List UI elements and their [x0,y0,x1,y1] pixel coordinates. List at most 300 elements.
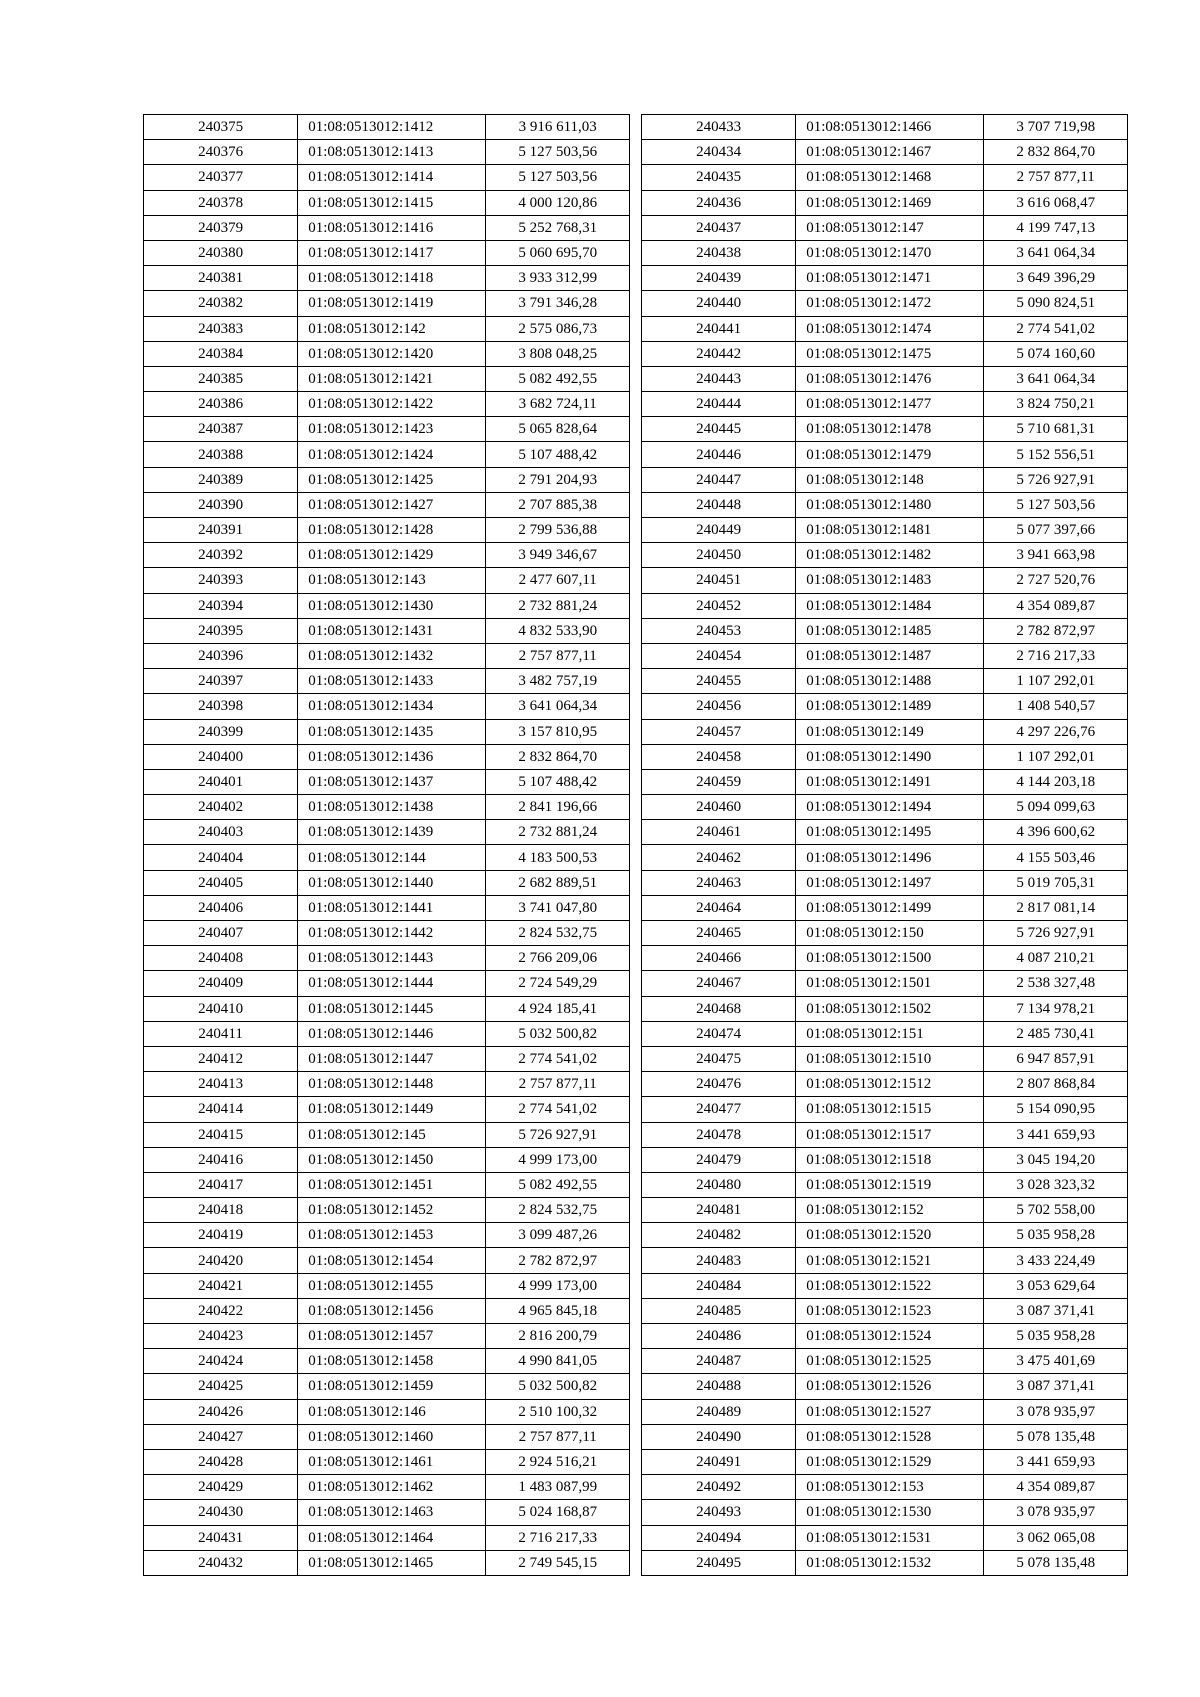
table-row [144,870,630,895]
row-number-cell: 240431 [144,1525,298,1550]
cadastral-value-cell: 4 354 089,87 [984,593,1128,618]
cadastral-value-cell: 2 682 889,51 [486,870,630,895]
cadastral-number-cell: 01:08:0513012:1412 [298,115,486,140]
table-row [642,1172,1128,1197]
row-number-cell: 240394 [144,593,298,618]
cadastral-number-cell: 01:08:0513012:1500 [796,946,984,971]
cadastral-value-cell: 3 062 065,08 [984,1525,1128,1550]
table-row [144,366,630,391]
cadastral-number-cell: 01:08:0513012:1453 [298,1223,486,1248]
row-number-cell: 240493 [642,1500,796,1525]
cadastral-value-cell: 4 144 203,18 [984,769,1128,794]
cadastral-value-cell: 2 716 217,33 [984,643,1128,668]
cadastral-number-cell: 01:08:0513012:1494 [796,795,984,820]
row-number-cell: 240377 [144,165,298,190]
cadastral-number-cell: 01:08:0513012:1425 [298,467,486,492]
table-row [144,1424,630,1449]
row-number-cell: 240476 [642,1072,796,1097]
cadastral-value-cell: 5 252 768,31 [486,215,630,240]
cadastral-value-cell: 3 824 750,21 [984,392,1128,417]
cadastral-value-cell: 3 949 346,67 [486,543,630,568]
cadastral-value-cell: 3 433 224,49 [984,1248,1128,1273]
cadastral-number-cell: 01:08:0513012:1445 [298,996,486,1021]
table-row [144,543,630,568]
cadastral-number-cell: 01:08:0513012:1454 [298,1248,486,1273]
row-number-cell: 240432 [144,1550,298,1575]
cadastral-value-cell: 3 808 048,25 [486,341,630,366]
cadastral-number-cell: 01:08:0513012:1529 [796,1449,984,1474]
cadastral-table-left [143,114,630,1576]
row-number-cell: 240452 [642,593,796,618]
cadastral-value-cell: 1 483 087,99 [486,1475,630,1500]
cadastral-number-cell: 01:08:0513012:1415 [298,190,486,215]
cadastral-value-cell: 5 710 681,31 [984,417,1128,442]
cadastral-number-cell: 01:08:0513012:1455 [298,1273,486,1298]
cadastral-value-cell: 2 841 196,66 [486,795,630,820]
cadastral-value-cell: 3 053 629,64 [984,1273,1128,1298]
cadastral-value-cell: 2 732 881,24 [486,820,630,845]
row-number-cell: 240482 [642,1223,796,1248]
cadastral-value-cell: 4 155 503,46 [984,845,1128,870]
cadastral-value-cell: 2 774 541,02 [486,1046,630,1071]
row-number-cell: 240487 [642,1349,796,1374]
cadastral-number-cell: 01:08:0513012:1489 [796,694,984,719]
row-number-cell: 240441 [642,316,796,341]
cadastral-number-cell: 01:08:0513012:1521 [796,1248,984,1273]
row-number-cell: 240436 [642,190,796,215]
row-number-cell: 240375 [144,115,298,140]
table-row [144,769,630,794]
row-number-cell: 240494 [642,1525,796,1550]
cadastral-number-cell: 01:08:0513012:1416 [298,215,486,240]
table-row [144,392,630,417]
cadastral-number-cell: 01:08:0513012:1419 [298,291,486,316]
cadastral-number-cell: 01:08:0513012:1472 [796,291,984,316]
table-row [144,140,630,165]
table-row [642,568,1128,593]
table-row [144,1500,630,1525]
cadastral-number-cell: 01:08:0513012:1485 [796,618,984,643]
row-number-cell: 240390 [144,492,298,517]
row-number-cell: 240450 [642,543,796,568]
cadastral-value-cell: 3 707 719,98 [984,115,1128,140]
row-number-cell: 240396 [144,643,298,668]
row-number-cell: 240391 [144,518,298,543]
row-number-cell: 240402 [144,795,298,820]
row-number-cell: 240403 [144,820,298,845]
cadastral-number-cell: 01:08:0513012:143 [298,568,486,593]
cadastral-number-cell: 01:08:0513012:1464 [298,1525,486,1550]
cadastral-number-cell: 01:08:0513012:1488 [796,669,984,694]
cadastral-number-cell: 01:08:0513012:1502 [796,996,984,1021]
row-number-cell: 240479 [642,1147,796,1172]
cadastral-value-cell: 2 757 877,11 [984,165,1128,190]
cadastral-value-cell: 4 000 120,86 [486,190,630,215]
cadastral-value-cell: 2 575 086,73 [486,316,630,341]
cadastral-number-cell: 01:08:0513012:1528 [796,1424,984,1449]
table-row [144,643,630,668]
row-number-cell: 240468 [642,996,796,1021]
cadastral-value-cell: 2 799 536,88 [486,518,630,543]
row-number-cell: 240385 [144,366,298,391]
row-number-cell: 240388 [144,442,298,467]
cadastral-number-cell: 01:08:0513012:1468 [796,165,984,190]
table-row [642,366,1128,391]
row-number-cell: 240435 [642,165,796,190]
cadastral-number-cell: 01:08:0513012:1459 [298,1374,486,1399]
table-row [642,1273,1128,1298]
cadastral-number-cell: 01:08:0513012:1525 [796,1349,984,1374]
row-number-cell: 240442 [642,341,796,366]
cadastral-number-cell: 01:08:0513012:1501 [796,971,984,996]
table-row [642,795,1128,820]
cadastral-number-cell: 01:08:0513012:1478 [796,417,984,442]
table-row [642,467,1128,492]
row-number-cell: 240488 [642,1374,796,1399]
cadastral-number-cell: 01:08:0513012:1470 [796,240,984,265]
table-row [144,1172,630,1197]
table-row [642,921,1128,946]
table-row [144,1122,630,1147]
cadastral-number-cell: 01:08:0513012:1417 [298,240,486,265]
cadastral-number-cell: 01:08:0513012:1437 [298,769,486,794]
cadastral-number-cell: 01:08:0513012:1469 [796,190,984,215]
row-number-cell: 240425 [144,1374,298,1399]
cadastral-number-cell: 01:08:0513012:1510 [796,1046,984,1071]
table-row [642,115,1128,140]
table-row [144,492,630,517]
cadastral-number-cell: 01:08:0513012:1476 [796,366,984,391]
row-number-cell: 240459 [642,769,796,794]
cadastral-number-cell: 01:08:0513012:1448 [298,1072,486,1097]
row-number-cell: 240480 [642,1172,796,1197]
cadastral-number-cell: 01:08:0513012:1441 [298,895,486,920]
cadastral-number-cell: 01:08:0513012:1429 [298,543,486,568]
row-number-cell: 240427 [144,1424,298,1449]
table-row [144,1147,630,1172]
table-row [642,1449,1128,1474]
table-row [642,341,1128,366]
cadastral-number-cell: 01:08:0513012:1531 [796,1525,984,1550]
table-row [144,1298,630,1323]
cadastral-number-cell: 01:08:0513012:1526 [796,1374,984,1399]
cadastral-number-cell: 01:08:0513012:1456 [298,1298,486,1323]
table-row [144,165,630,190]
table-row [642,266,1128,291]
cadastral-value-cell: 5 077 397,66 [984,518,1128,543]
table-row [642,1223,1128,1248]
cadastral-value-cell: 2 477 607,11 [486,568,630,593]
table-row [642,1021,1128,1046]
table-row [144,1097,630,1122]
cadastral-value-cell: 2 707 885,38 [486,492,630,517]
cadastral-number-cell: 01:08:0513012:1474 [796,316,984,341]
cadastral-number-cell: 01:08:0513012:1451 [298,1172,486,1197]
row-number-cell: 240410 [144,996,298,1021]
cadastral-number-cell: 01:08:0513012:1527 [796,1399,984,1424]
table-row [642,1046,1128,1071]
table-row [642,744,1128,769]
row-number-cell: 240417 [144,1172,298,1197]
cadastral-number-cell: 01:08:0513012:1487 [796,643,984,668]
cadastral-number-cell: 01:08:0513012:151 [796,1021,984,1046]
cadastral-number-cell: 01:08:0513012:1420 [298,341,486,366]
row-number-cell: 240430 [144,1500,298,1525]
cadastral-value-cell: 2 716 217,33 [486,1525,630,1550]
cadastral-value-cell: 3 616 068,47 [984,190,1128,215]
cadastral-number-cell: 01:08:0513012:1430 [298,593,486,618]
cadastral-number-cell: 01:08:0513012:1418 [298,266,486,291]
row-number-cell: 240422 [144,1298,298,1323]
table-row [642,1122,1128,1147]
cadastral-value-cell: 3 078 935,97 [984,1500,1128,1525]
cadastral-value-cell: 5 107 488,42 [486,769,630,794]
row-number-cell: 240438 [642,240,796,265]
table-row [642,643,1128,668]
cadastral-value-cell: 5 154 090,95 [984,1097,1128,1122]
cadastral-value-cell: 3 649 396,29 [984,266,1128,291]
cadastral-number-cell: 01:08:0513012:1463 [298,1500,486,1525]
row-number-cell: 240387 [144,417,298,442]
table-row [144,669,630,694]
table-row [144,190,630,215]
row-number-cell: 240489 [642,1399,796,1424]
row-number-cell: 240446 [642,442,796,467]
cadastral-value-cell: 2 510 100,32 [486,1399,630,1424]
cadastral-number-cell: 01:08:0513012:152 [796,1198,984,1223]
row-number-cell: 240463 [642,870,796,895]
table-row [144,1324,630,1349]
cadastral-number-cell: 01:08:0513012:1480 [796,492,984,517]
table-row [642,240,1128,265]
row-number-cell: 240457 [642,719,796,744]
cadastral-value-cell: 5 090 824,51 [984,291,1128,316]
row-number-cell: 240378 [144,190,298,215]
table-row [144,895,630,920]
cadastral-value-cell: 5 082 492,55 [486,366,630,391]
row-number-cell: 240423 [144,1324,298,1349]
row-number-cell: 240477 [642,1097,796,1122]
cadastral-value-cell: 3 087 371,41 [984,1374,1128,1399]
table-row [642,719,1128,744]
cadastral-number-cell: 01:08:0513012:1443 [298,946,486,971]
cadastral-value-cell: 2 724 549,29 [486,971,630,996]
cadastral-number-cell: 01:08:0513012:1519 [796,1172,984,1197]
table-row [642,1147,1128,1172]
cadastral-number-cell: 01:08:0513012:1436 [298,744,486,769]
row-number-cell: 240492 [642,1475,796,1500]
table-row [642,492,1128,517]
table-row [642,1248,1128,1273]
table-row [144,820,630,845]
cadastral-number-cell: 01:08:0513012:1466 [796,115,984,140]
table-row [642,1550,1128,1575]
table-row [642,870,1128,895]
cadastral-value-cell: 1 107 292,01 [984,744,1128,769]
cadastral-value-cell: 3 682 724,11 [486,392,630,417]
cadastral-value-cell: 2 757 877,11 [486,1424,630,1449]
cadastral-table-right [641,114,1128,1576]
cadastral-number-cell: 01:08:0513012:1530 [796,1500,984,1525]
cadastral-number-cell: 01:08:0513012:1523 [796,1298,984,1323]
cadastral-number-cell: 01:08:0513012:1433 [298,669,486,694]
table-row [642,316,1128,341]
table-row [144,442,630,467]
row-number-cell: 240397 [144,669,298,694]
table-row [642,1324,1128,1349]
cadastral-number-cell: 01:08:0513012:1520 [796,1223,984,1248]
cadastral-number-cell: 01:08:0513012:1413 [298,140,486,165]
cadastral-value-cell: 5 726 927,91 [984,467,1128,492]
cadastral-number-cell: 01:08:0513012:1477 [796,392,984,417]
cadastral-value-cell: 3 741 047,80 [486,895,630,920]
cadastral-number-cell: 01:08:0513012:1421 [298,366,486,391]
cadastral-value-cell: 5 074 160,60 [984,341,1128,366]
table-row [642,1198,1128,1223]
row-number-cell: 240475 [642,1046,796,1071]
cadastral-value-cell: 5 024 168,87 [486,1500,630,1525]
row-number-cell: 240421 [144,1273,298,1298]
cadastral-number-cell: 01:08:0513012:1457 [298,1324,486,1349]
cadastral-value-cell: 3 087 371,41 [984,1298,1128,1323]
table-row [642,1349,1128,1374]
row-number-cell: 240399 [144,719,298,744]
row-number-cell: 240466 [642,946,796,971]
cadastral-value-cell: 4 924 185,41 [486,996,630,1021]
cadastral-value-cell: 4 999 173,00 [486,1147,630,1172]
cadastral-number-cell: 01:08:0513012:1495 [796,820,984,845]
cadastral-number-cell: 01:08:0513012:1446 [298,1021,486,1046]
table-row [642,392,1128,417]
row-number-cell: 240429 [144,1475,298,1500]
row-number-cell: 240453 [642,618,796,643]
cadastral-number-cell: 01:08:0513012:1484 [796,593,984,618]
table-row [144,618,630,643]
cadastral-number-cell: 01:08:0513012:1450 [298,1147,486,1172]
table-row [642,1097,1128,1122]
cadastral-value-cell: 5 082 492,55 [486,1172,630,1197]
row-number-cell: 240465 [642,921,796,946]
row-number-cell: 240486 [642,1324,796,1349]
cadastral-number-cell: 01:08:0513012:1465 [298,1550,486,1575]
table-row [144,341,630,366]
cadastral-value-cell: 5 152 556,51 [984,442,1128,467]
table-row [144,1273,630,1298]
table-row [642,1500,1128,1525]
cadastral-value-cell: 2 832 864,70 [486,744,630,769]
cadastral-value-cell: 3 475 401,69 [984,1349,1128,1374]
cadastral-value-cell: 5 032 500,82 [486,1374,630,1399]
cadastral-value-cell: 2 816 200,79 [486,1324,630,1349]
cadastral-value-cell: 5 078 135,48 [984,1424,1128,1449]
row-number-cell: 240406 [144,895,298,920]
row-number-cell: 240484 [642,1273,796,1298]
row-number-cell: 240412 [144,1046,298,1071]
cadastral-value-cell: 2 757 877,11 [486,643,630,668]
row-number-cell: 240395 [144,618,298,643]
row-number-cell: 240474 [642,1021,796,1046]
cadastral-value-cell: 3 641 064,34 [984,366,1128,391]
table-row [642,895,1128,920]
table-row [144,1021,630,1046]
cadastral-value-cell: 3 941 663,98 [984,543,1128,568]
row-number-cell: 240490 [642,1424,796,1449]
cadastral-value-cell: 5 060 695,70 [486,240,630,265]
row-number-cell: 240434 [642,140,796,165]
table-row [144,593,630,618]
table-row [642,946,1128,971]
cadastral-value-cell: 2 824 532,75 [486,921,630,946]
cadastral-value-cell: 4 199 747,13 [984,215,1128,240]
table-row [144,1349,630,1374]
row-number-cell: 240393 [144,568,298,593]
cadastral-number-cell: 01:08:0513012:1490 [796,744,984,769]
cadastral-number-cell: 01:08:0513012:147 [796,215,984,240]
cadastral-value-cell: 2 732 881,24 [486,593,630,618]
cadastral-value-cell: 4 087 210,21 [984,946,1128,971]
table-row [642,669,1128,694]
table-row [144,1046,630,1071]
row-number-cell: 240495 [642,1550,796,1575]
cadastral-number-cell: 01:08:0513012:146 [298,1399,486,1424]
cadastral-value-cell: 3 028 323,32 [984,1172,1128,1197]
row-number-cell: 240451 [642,568,796,593]
cadastral-value-cell: 4 832 533,90 [486,618,630,643]
cadastral-number-cell: 01:08:0513012:1524 [796,1324,984,1349]
cadastral-value-cell: 5 127 503,56 [984,492,1128,517]
cadastral-value-cell: 4 297 226,76 [984,719,1128,744]
cadastral-value-cell: 5 726 927,91 [486,1122,630,1147]
table-row [642,996,1128,1021]
cadastral-value-cell: 2 791 204,93 [486,467,630,492]
cadastral-value-cell: 2 807 868,84 [984,1072,1128,1097]
table-row [144,1550,630,1575]
cadastral-number-cell: 01:08:0513012:1467 [796,140,984,165]
cadastral-number-cell: 01:08:0513012:1481 [796,518,984,543]
row-number-cell: 240405 [144,870,298,895]
table-row [144,316,630,341]
cadastral-number-cell: 01:08:0513012:1515 [796,1097,984,1122]
cadastral-number-cell: 01:08:0513012:1460 [298,1424,486,1449]
table-row [642,140,1128,165]
cadastral-number-cell: 01:08:0513012:1475 [796,341,984,366]
cadastral-value-cell: 2 727 520,76 [984,568,1128,593]
cadastral-number-cell: 01:08:0513012:150 [796,921,984,946]
table-row [144,568,630,593]
row-number-cell: 240444 [642,392,796,417]
cadastral-value-cell: 2 824 532,75 [486,1198,630,1223]
table-row [144,971,630,996]
cadastral-number-cell: 01:08:0513012:1482 [796,543,984,568]
cadastral-value-cell: 4 990 841,05 [486,1349,630,1374]
table-row [144,1248,630,1273]
row-number-cell: 240424 [144,1349,298,1374]
cadastral-number-cell: 01:08:0513012:1452 [298,1198,486,1223]
cadastral-value-cell: 2 757 877,11 [486,1072,630,1097]
table-row [642,1399,1128,1424]
table-row [642,593,1128,618]
row-number-cell: 240407 [144,921,298,946]
row-number-cell: 240376 [144,140,298,165]
table-row [642,1424,1128,1449]
cadastral-value-cell: 5 035 958,28 [984,1223,1128,1248]
cadastral-number-cell: 01:08:0513012:1440 [298,870,486,895]
row-number-cell: 240485 [642,1298,796,1323]
cadastral-number-cell: 01:08:0513012:1435 [298,719,486,744]
cadastral-value-cell: 3 045 194,20 [984,1147,1128,1172]
cadastral-number-cell: 01:08:0513012:1461 [298,1449,486,1474]
table-row [144,291,630,316]
